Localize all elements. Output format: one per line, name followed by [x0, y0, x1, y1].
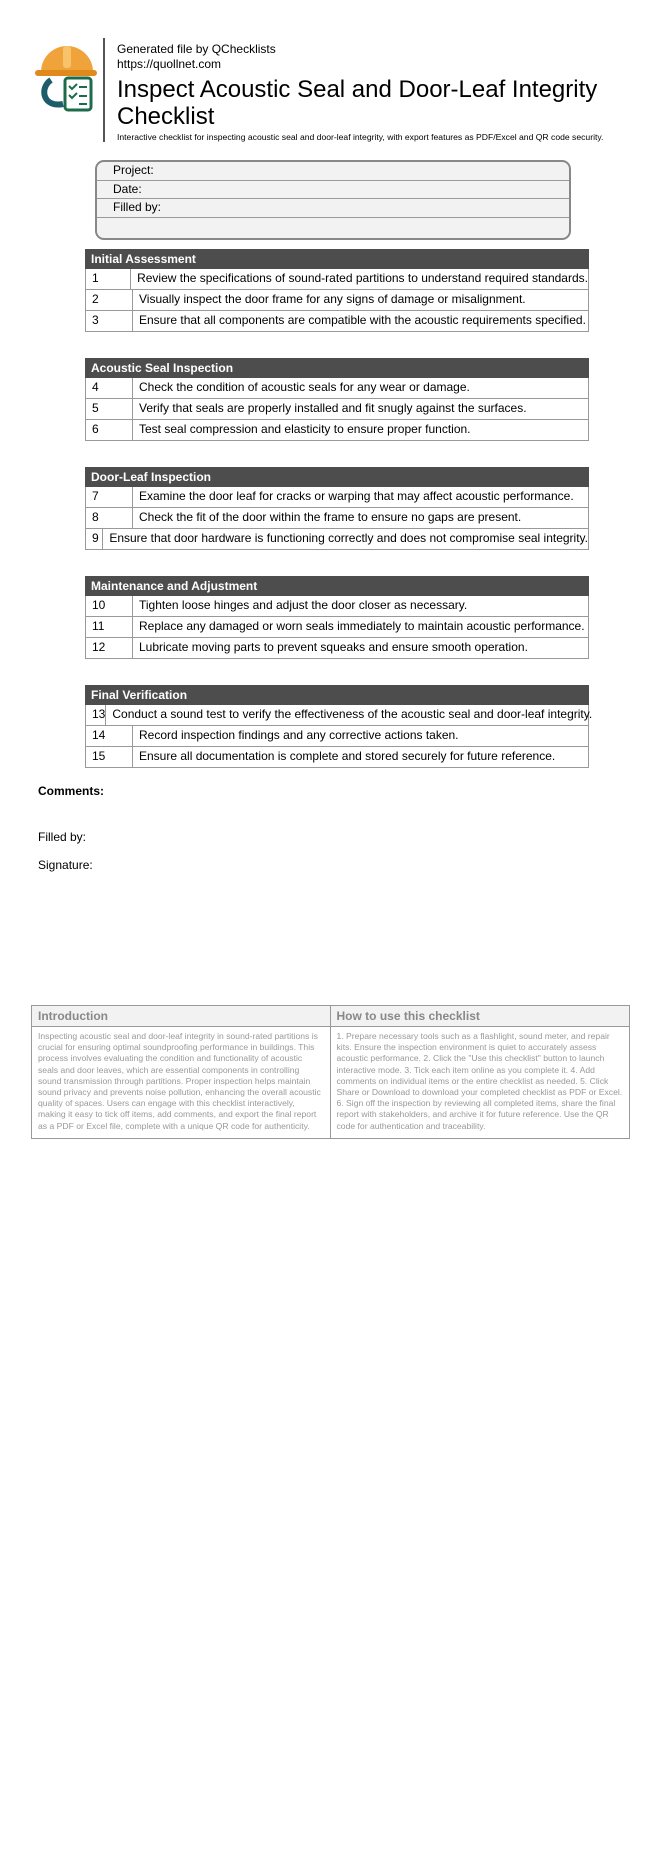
filled-by-label: Filled by:	[38, 830, 87, 844]
project-field[interactable]: Project:	[97, 162, 569, 181]
checklist-item[interactable]	[85, 378, 589, 399]
item-text: Ensure that door hardware is functioning correctly and does not compromise seal integrity.	[109, 531, 588, 545]
item-text: Check the fit of the door within the frame to ensure no gaps are present.	[139, 510, 522, 524]
checklist-item[interactable]	[85, 747, 589, 768]
item-number: 2	[86, 290, 133, 310]
item-text: Examine the door leaf for cracks or warping that may affect acoustic performance.	[139, 489, 574, 503]
project-info-box	[95, 160, 571, 240]
section-title: Initial Assessment	[85, 249, 589, 269]
section-maintenance-and-adjustment	[85, 576, 589, 659]
introduction-text: Inspecting acoustic seal and door-leaf integrity in sound-rated partitions is crucial for ensuring optimal soundproofing performance in buildings. This process involves evaluating the condition and functionality of acoustic seals and door leaves, which are essential components in controlling sound transmission through partitions. Proper inspection helps maintain sound privacy and prevents noise pollution, enhancing the overall acoustic quality of spaces. Users can engage with this checklist interactively, making it easy to tick off items, add comments, and export the final report as a PDF or Excel file, complete with a unique QR code for authenticity.	[38, 1031, 321, 1131]
checklist-item[interactable]	[85, 487, 589, 508]
item-number: 10	[86, 596, 133, 616]
checklist-item[interactable]	[85, 269, 589, 290]
empty-info-row	[97, 218, 569, 236]
date-field[interactable]: Date:	[97, 181, 569, 200]
how-to-text: 1. Prepare necessary tools such as a flashlight, sound meter, and repair kits. Ensure the inspection environment is quiet to accurately assess acoustic performance. 2. Click the "Use this checklist" button to launch interactive mode. 3. Tick each item online as you complete it. 4. Add comments on individual items or the entire checklist as needed. 5. Click Share or Download to download your completed checklist as PDF or Excel. 6. Sign off the inspection by reviewing all completed items, share the final report with stakeholders, and archive it for future reference. Use the QR code for authentication and traceability.	[336, 1031, 623, 1131]
checklist-item[interactable]	[85, 290, 589, 311]
item-text: Ensure all documentation is complete and stored securely for future reference.	[139, 749, 556, 763]
section-acoustic-seal-inspection	[85, 358, 589, 441]
checklist-item[interactable]	[85, 705, 593, 726]
how-to-heading: How to use this checklist	[331, 1006, 630, 1027]
document-header	[33, 38, 633, 142]
item-text: Lubricate moving parts to prevent squeaks and ensure smooth operation.	[139, 640, 528, 654]
item-text: Ensure that all components are compatible with the acoustic requirements specified.	[139, 313, 586, 327]
item-text: Check the condition of acoustic seals for any wear or damage.	[139, 380, 470, 394]
source-url-link[interactable]: https://quollnet.com	[117, 57, 222, 71]
section-title: Maintenance and Adjustment	[85, 576, 589, 596]
item-number: 9	[86, 529, 103, 549]
generated-by-text: Generated file by QChecklists	[117, 42, 276, 56]
section-title: Acoustic Seal Inspection	[85, 358, 589, 378]
item-text: Record inspection findings and any corrective actions taken.	[139, 728, 459, 742]
item-number: 7	[86, 487, 133, 507]
header-divider	[103, 38, 105, 142]
item-text: Review the specifications of sound-rated partitions to understand required standards.	[137, 271, 588, 285]
checklist-item[interactable]	[85, 617, 589, 638]
item-number: 15	[86, 747, 133, 767]
item-number: 4	[86, 378, 133, 398]
item-text: Visually inspect the door frame for any signs of damage or misalignment.	[139, 292, 526, 306]
checklist-item[interactable]	[85, 638, 589, 659]
item-number: 5	[86, 399, 133, 419]
item-number: 13	[86, 705, 106, 725]
introduction-heading: Introduction	[32, 1006, 330, 1027]
section-final-verification	[85, 685, 593, 768]
page-title: Inspect Acoustic Seal and Door-Leaf Integrity Checklist	[117, 76, 598, 130]
item-text: Conduct a sound test to verify the effectiveness of the acoustic seal and door-leaf integrity.	[112, 707, 593, 721]
item-number: 3	[86, 311, 133, 331]
checklist-item[interactable]	[85, 529, 589, 550]
item-number: 12	[86, 638, 133, 658]
item-text: Test seal compression and elasticity to ensure proper function.	[139, 422, 471, 436]
how-to-column	[331, 1006, 630, 1138]
checklist-item[interactable]	[85, 420, 589, 441]
introduction-column	[32, 1006, 331, 1138]
checklist-item[interactable]	[85, 508, 589, 529]
item-number: 1	[86, 269, 131, 289]
item-number: 8	[86, 508, 133, 528]
info-table	[31, 1005, 630, 1139]
checklist-item[interactable]	[85, 311, 589, 332]
section-title: Final Verification	[85, 685, 589, 705]
item-text: Tighten loose hinges and adjust the door closer as necessary.	[139, 598, 468, 612]
item-text: Replace any damaged or worn seals immediately to maintain acoustic performance.	[139, 619, 585, 633]
comments-label: Comments:	[38, 784, 105, 798]
filled-by-field[interactable]: Filled by:	[97, 199, 569, 218]
signature-label: Signature:	[38, 858, 93, 872]
checklist-item[interactable]	[85, 726, 589, 747]
section-door-leaf-inspection	[85, 467, 589, 550]
item-text: Verify that seals are properly installed and fit snugly against the surfaces.	[139, 401, 527, 415]
item-number: 14	[86, 726, 133, 746]
section-initial-assessment	[85, 249, 589, 332]
item-number: 6	[86, 420, 133, 440]
section-title: Door-Leaf Inspection	[85, 467, 589, 487]
checklist-item[interactable]	[85, 596, 589, 617]
checklist-item[interactable]	[85, 399, 589, 420]
item-number: 11	[86, 617, 133, 637]
page-subtitle: Interactive checklist for inspecting acoustic seal and door-leaf integrity, with export features as PDF/Excel and QR code security.	[117, 132, 604, 142]
hardhat-checklist-logo-icon	[33, 38, 103, 114]
